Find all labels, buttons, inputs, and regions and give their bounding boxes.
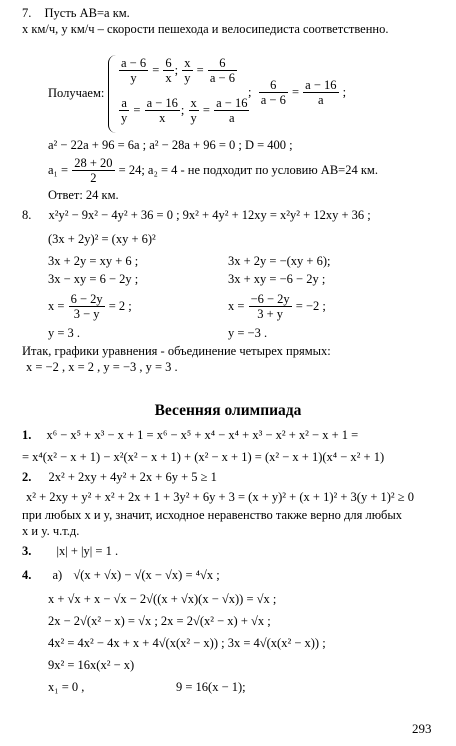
olympiad-4-line-6a: x₁ = 0 , — [48, 680, 85, 694]
roots-line: a₁ = $\frac{28 + 20}{2}$ = 24; a₂ = 4 - не подходит по условию AB=24 км. — [48, 156, 378, 186]
obtain-label: Получаем: — [48, 86, 105, 100]
case-2-result: y = −3 . — [228, 326, 268, 340]
system-eq-2: $\frac{a}{y}$ = $\frac{a - 16}{x}$ ; $\frac{x}{y}$ = $\frac{a - 16}{a}$ — [121, 96, 248, 126]
conclusion-line-2: x = −2 , x = 2 , y = −3 , y = 3 . — [26, 360, 178, 374]
case-2-line-3: x = $\frac{-6 - 2y}{3 + y}$ = −2 ; — [228, 292, 326, 322]
olympiad-4-line-6b: 9 = 16(x − 1); — [176, 680, 246, 694]
case-1-result: y = 3 . — [48, 326, 81, 340]
olympiad-4-line-5: 9x² = 16x(x² − x) — [48, 658, 135, 672]
olympiad-2-line-1: 2. 2x² + 2xy + 4y² + 2x + 6y + 5 ≥ 1 — [22, 470, 217, 484]
olympiad-4-line-1: 4. а) √(x + √x) − √(x − √x) = ⁴√x ; — [22, 568, 220, 582]
problem-number: 2. — [22, 470, 32, 484]
olympiad-4-line-3: 2x − 2√(x² − x) = √x ; 2x = 2√(x² − x) + √x ; — [48, 614, 271, 628]
quadratic-line: a² − 22a + 96 = 6a ; a² − 28a + 96 = 0 ; D = 400 ; — [48, 138, 293, 152]
problem-number: 4. — [22, 568, 32, 582]
problem-number: 1. — [22, 428, 32, 442]
olympiad-4-line-4: 4x² = 4x² − 4x + x + 4√(x(x² − x)) ; 3x = 4√(x(x² − x)) ; — [48, 636, 326, 650]
problem-number: 7. — [22, 6, 32, 20]
problem-number: 8. — [22, 208, 32, 222]
case-1-line-3: x = $\frac{6 - 2y}{3 - y}$ = 2 ; — [48, 292, 132, 322]
system-result: ; $\frac{6}{a - 6}$ = $\frac{a - 16}{a}$ ; — [248, 78, 347, 108]
olympiad-1-line-1: 1. x⁶ − x⁵ + x³ − x + 1 = x⁶ − x⁵ + x⁴ − x⁴ + x³ − x² + x² − x + 1 = — [22, 428, 359, 442]
olympiad-2-line-3: при любых x и y, значит, исходное неравенство также верно для любых — [22, 508, 403, 522]
page-number: 293 — [412, 721, 432, 736]
olympiad-1-line-2: = x⁴(x² − x + 1) − x²(x² − x + 1) + (x² − x + 1) = (x² − x + 1)(x⁴ − x² + 1) — [22, 450, 385, 464]
system-eq-1: $\frac{a - 6}{y}$ = $\frac{6}{x}$ ; $\frac{x}{y}$ = $\frac{6}{a - 6}$ — [121, 56, 235, 86]
answer-7: Ответ: 24 км. — [48, 188, 119, 202]
olympiad-4-line-2: x + √x + x − √x − 2√((x + √x)(x − √x)) = √x ; — [48, 592, 277, 606]
case-1-line-2: 3x − xy = 6 − 2y ; — [48, 272, 139, 286]
problem-8-line-1: 8. x²y² − 9x² − 4y² + 36 = 0 ; 9x² + 4y² + 12xy = x²y² + 12xy + 36 ; — [22, 208, 371, 222]
olympiad-3: 3. |x| + |y| = 1 . — [22, 544, 119, 558]
speeds-line: x км/ч, y км/ч – скорости пешехода и велосипедиста соответственно. — [22, 22, 389, 36]
case-1-line-1: 3x + 2y = xy + 6 ; — [48, 254, 139, 268]
problem-7-statement: Пусть AB=a км. — [44, 6, 130, 20]
case-2-line-1: 3x + 2y = −(xy + 6); — [228, 254, 331, 268]
olympiad-2-line-2: x² + 2xy + y² + x² + 2x + 1 + 3y² + 6y + 3 = (x + y)² + (x + 1)² + 3(y + 1)² ≥ 0 — [26, 490, 415, 504]
conclusion-line-1: Итак, графики уравнения - объединение четырех прямых: — [22, 344, 331, 358]
case-2-line-2: 3x + xy = −6 − 2y ; — [228, 272, 326, 286]
problem-8-line-2: (3x + 2y)² = (xy + 6)² — [48, 232, 156, 246]
section-title: Весенняя олимпиада — [154, 402, 302, 419]
olympiad-2-line-4: x и y. ч.т.д. — [22, 524, 80, 538]
problem-7-heading — [22, 6, 130, 20]
problem-number: 3. — [22, 544, 32, 558]
